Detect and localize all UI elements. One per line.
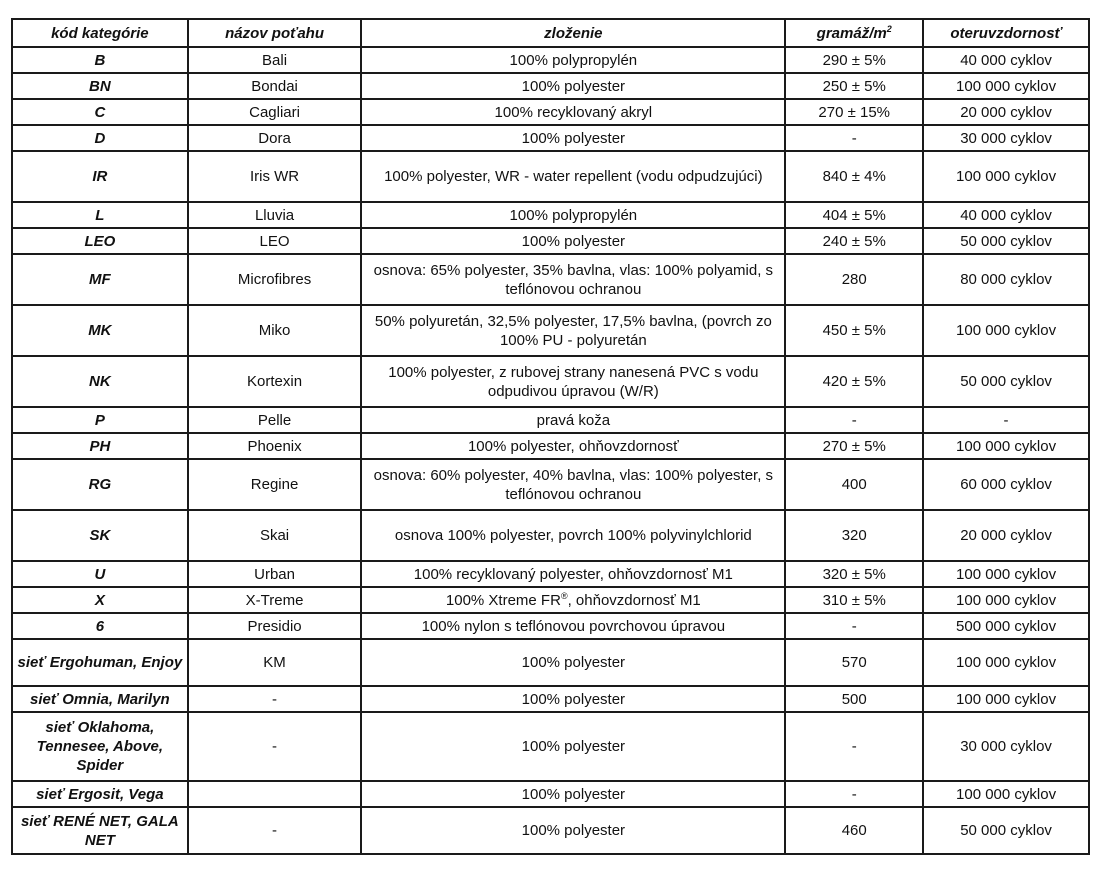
table-row	[12, 125, 1089, 151]
cell-weight: -	[785, 712, 923, 781]
cell-weight: 420 ± 5%	[785, 356, 923, 407]
cell-composition: pravá koža	[361, 407, 785, 433]
cell-composition: 100% polypropylén	[361, 202, 785, 228]
table-row	[12, 99, 1089, 125]
cell-composition: 100% recyklovaný polyester, ohňovzdornosť M1	[361, 561, 785, 587]
cell-durability: 100 000 cyklov	[923, 639, 1089, 686]
table-row	[12, 305, 1089, 356]
cell-weight: 400	[785, 459, 923, 510]
table-row	[12, 561, 1089, 587]
cell-code: SK	[12, 510, 188, 561]
cell-name: Dora	[188, 125, 362, 151]
cell-name: Pelle	[188, 407, 362, 433]
cell-name: Bondai	[188, 73, 362, 99]
cell-name: LEO	[188, 228, 362, 254]
cell-name: X-Treme	[188, 587, 362, 613]
cell-composition: 100% polyester	[361, 686, 785, 712]
cell-weight: 570	[785, 639, 923, 686]
cell-weight: 310 ± 5%	[785, 587, 923, 613]
table-row	[12, 639, 1089, 686]
cell-code: sieť Oklahoma, Tennesee, Above, Spider	[12, 712, 188, 781]
cell-composition: 100% polyester	[361, 712, 785, 781]
cell-name: Cagliari	[188, 99, 362, 125]
cell-code: L	[12, 202, 188, 228]
table-row	[12, 459, 1089, 510]
cell-code: sieť Omnia, Marilyn	[12, 686, 188, 712]
table-row	[12, 151, 1089, 202]
table-row	[12, 712, 1089, 781]
cell-composition: 100% polyester	[361, 639, 785, 686]
cell-name: Urban	[188, 561, 362, 587]
cell-name: Skai	[188, 510, 362, 561]
cell-weight: 290 ± 5%	[785, 47, 923, 73]
cell-code: 6	[12, 613, 188, 639]
cell-durability: 50 000 cyklov	[923, 228, 1089, 254]
cell-durability: 20 000 cyklov	[923, 99, 1089, 125]
cell-durability: 500 000 cyklov	[923, 613, 1089, 639]
cell-durability: 100 000 cyklov	[923, 73, 1089, 99]
cell-name: Phoenix	[188, 433, 362, 459]
table-body	[12, 47, 1089, 854]
cell-weight: 270 ± 5%	[785, 433, 923, 459]
header-weight-text: gramáž/m	[816, 24, 887, 42]
cell-composition: 100% polypropylén	[361, 47, 785, 73]
cell-code: B	[12, 47, 188, 73]
table-row	[12, 781, 1089, 807]
cell-code: sieť RENÉ NET, GALA NET	[12, 807, 188, 854]
cell-durability: 40 000 cyklov	[923, 47, 1089, 73]
table-row	[12, 47, 1089, 73]
cell-name: -	[188, 686, 362, 712]
cell-code: PH	[12, 433, 188, 459]
cell-name: Kortexin	[188, 356, 362, 407]
cell-durability: 50 000 cyklov	[923, 356, 1089, 407]
cell-weight: 250 ± 5%	[785, 73, 923, 99]
header-weight-sup: 2	[886, 23, 892, 34]
cell-weight: -	[785, 781, 923, 807]
cell-code: sieť Ergosit, Vega	[12, 781, 188, 807]
cell-durability: 100 000 cyklov	[923, 781, 1089, 807]
table-row	[12, 356, 1089, 407]
cell-composition: 100% polyester	[361, 807, 785, 854]
header-weight	[785, 19, 923, 47]
composition-text-after: , ohňovzdornosť M1	[567, 591, 701, 609]
cell-durability: -	[923, 407, 1089, 433]
cell-composition: 100% polyester, z rubovej strany nanesená PVC s vodu odpudivou úpravou (W/R)	[361, 356, 785, 407]
cell-durability: 30 000 cyklov	[923, 712, 1089, 781]
cell-weight: 460	[785, 807, 923, 854]
cell-name: Microfibres	[188, 254, 362, 305]
cell-name: Bali	[188, 47, 362, 73]
cell-weight: 404 ± 5%	[785, 202, 923, 228]
cell-durability: 100 000 cyklov	[923, 433, 1089, 459]
table-row	[12, 613, 1089, 639]
cell-code: IR	[12, 151, 188, 202]
cell-code: D	[12, 125, 188, 151]
cell-code: C	[12, 99, 188, 125]
cell-weight: 500	[785, 686, 923, 712]
cell-composition: osnova: 65% polyester, 35% bavlna, vlas: 100% polyamid, s teflónovou ochranou	[361, 254, 785, 305]
cell-composition: 50% polyuretán, 32,5% polyester, 17,5% bavlna, (povrch zo 100% PU - polyuretán	[361, 305, 785, 356]
cell-weight: 320 ± 5%	[785, 561, 923, 587]
cell-weight: 270 ± 15%	[785, 99, 923, 125]
cell-durability: 30 000 cyklov	[923, 125, 1089, 151]
cell-durability: 100 000 cyklov	[923, 561, 1089, 587]
cell-composition: 100% polyester, WR - water repellent (vodu odpudzujúci)	[361, 151, 785, 202]
cell-durability: 100 000 cyklov	[923, 305, 1089, 356]
cell-weight: -	[785, 125, 923, 151]
cell-composition: 100% recyklovaný akryl	[361, 99, 785, 125]
cell-code: MF	[12, 254, 188, 305]
table-row	[12, 510, 1089, 561]
cell-durability: 100 000 cyklov	[923, 151, 1089, 202]
cell-durability: 60 000 cyklov	[923, 459, 1089, 510]
cell-composition: osnova: 60% polyester, 40% bavlna, vlas: 100% polyester, s teflónovou ochranou	[361, 459, 785, 510]
header-durability: oteruvzdornosť	[923, 19, 1089, 47]
cell-name	[188, 781, 362, 807]
cell-composition: osnova 100% polyester, povrch 100% polyvinylchlorid	[361, 510, 785, 561]
table-row	[12, 407, 1089, 433]
table-row	[12, 587, 1089, 613]
cell-durability: 100 000 cyklov	[923, 587, 1089, 613]
table-row	[12, 228, 1089, 254]
cell-name: Lluvia	[188, 202, 362, 228]
cell-name: KM	[188, 639, 362, 686]
cell-name: Presidio	[188, 613, 362, 639]
cell-code: P	[12, 407, 188, 433]
cell-weight: -	[785, 613, 923, 639]
cell-code: RG	[12, 459, 188, 510]
cell-code: sieť Ergohuman, Enjoy	[12, 639, 188, 686]
registered-mark: ®	[560, 590, 568, 601]
cell-durability: 20 000 cyklov	[923, 510, 1089, 561]
cell-weight: -	[785, 407, 923, 433]
cell-code: LEO	[12, 228, 188, 254]
cell-name: Miko	[188, 305, 362, 356]
cell-durability: 40 000 cyklov	[923, 202, 1089, 228]
table-header	[12, 19, 1089, 47]
header-composition: zloženie	[361, 19, 785, 47]
cell-weight: 280	[785, 254, 923, 305]
cell-composition: 100% nylon s teflónovou povrchovou úpravou	[361, 613, 785, 639]
cell-code: MK	[12, 305, 188, 356]
header-code: kód kategórie	[12, 19, 188, 47]
cell-code: U	[12, 561, 188, 587]
table-row	[12, 433, 1089, 459]
cell-name: -	[188, 712, 362, 781]
cell-durability: 100 000 cyklov	[923, 686, 1089, 712]
cell-weight: 450 ± 5%	[785, 305, 923, 356]
fabric-table	[11, 18, 1090, 855]
cell-weight: 320	[785, 510, 923, 561]
cell-name: -	[188, 807, 362, 854]
cell-name: Regine	[188, 459, 362, 510]
cell-name: Iris WR	[188, 151, 362, 202]
cell-composition	[361, 587, 785, 613]
header-row	[12, 19, 1089, 47]
cell-composition: 100% polyester	[361, 781, 785, 807]
table-row	[12, 254, 1089, 305]
cell-composition: 100% polyester	[361, 125, 785, 151]
table-row	[12, 807, 1089, 854]
table-row	[12, 686, 1089, 712]
cell-code: X	[12, 587, 188, 613]
cell-weight: 240 ± 5%	[785, 228, 923, 254]
header-name: názov poťahu	[188, 19, 362, 47]
cell-composition: 100% polyester, ohňovzdornosť	[361, 433, 785, 459]
composition-text: 100% Xtreme FR	[445, 591, 561, 609]
cell-composition: 100% polyester	[361, 228, 785, 254]
cell-code: BN	[12, 73, 188, 99]
table-row	[12, 73, 1089, 99]
table-row	[12, 202, 1089, 228]
cell-durability: 50 000 cyklov	[923, 807, 1089, 854]
cell-code: NK	[12, 356, 188, 407]
cell-weight: 840 ± 4%	[785, 151, 923, 202]
cell-composition: 100% polyester	[361, 73, 785, 99]
cell-durability: 80 000 cyklov	[923, 254, 1089, 305]
